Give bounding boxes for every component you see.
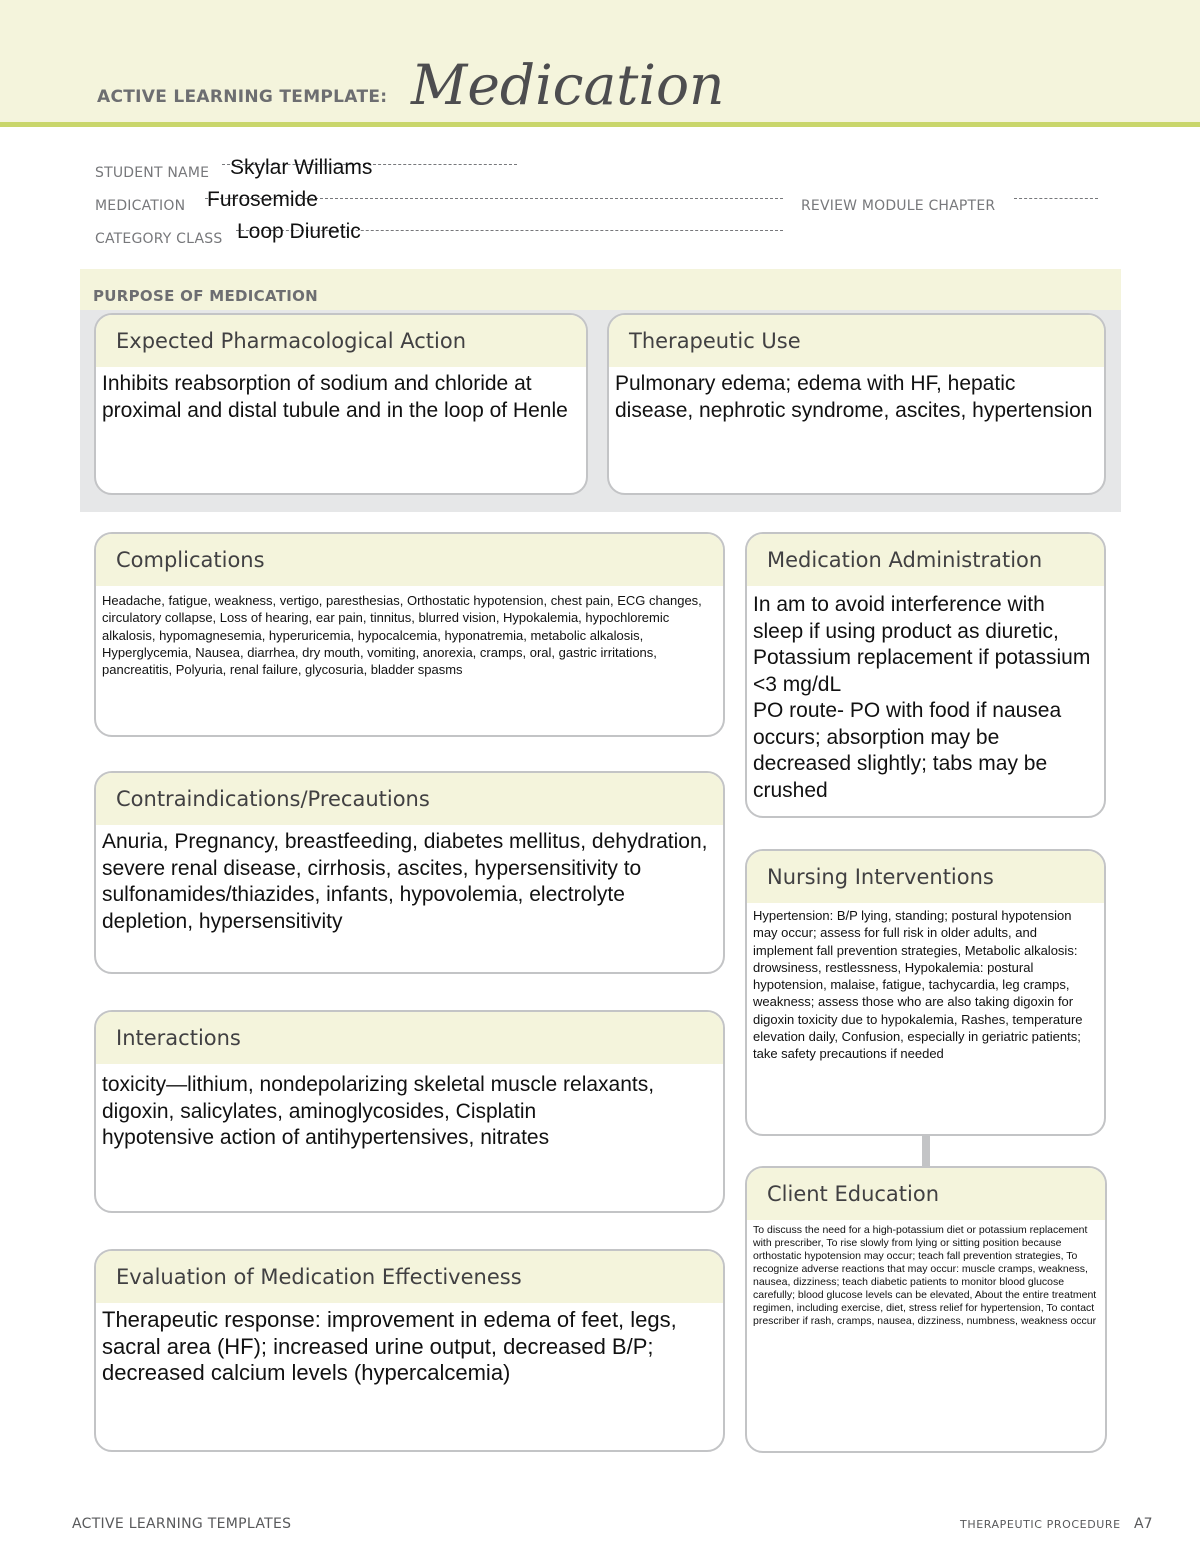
contraindications-text[interactable]: Anuria, Pregnancy, breastfeeding, diabetes mellitus, dehydration, severe renal disease, cirrhosis, ascites, hypersensitivity to sulfonamides/thiazides, infants, hypovolemia, electrolyte depletion, hypersensitivity	[102, 830, 708, 933]
complications-card	[94, 532, 725, 737]
contraindications-title: Contraindications/Precautions	[96, 773, 723, 825]
administration-title: Medication Administration	[747, 534, 1104, 586]
therapeutic-use-title: Therapeutic Use	[609, 315, 1104, 367]
evaluation-title: Evaluation of Medication Effectiveness	[96, 1251, 723, 1303]
administration-text-2[interactable]: PO route- PO with food if nausea occurs; absorption may be decreased slightly; tabs may be crushed	[753, 699, 1062, 802]
therapeutic-use-text[interactable]: Pulmonary edema; edema with HF, hepatic disease, nephrotic syndrome, ascites, hypertension	[615, 372, 1093, 422]
evaluation-text[interactable]: Therapeutic response: improvement in edema of feet, legs, sacral area (HF); increased urine output, decreased B/P; decreased calcium levels (hypercalcemia)	[102, 1307, 677, 1385]
pharm-action-title: Expected Pharmacological Action	[96, 315, 586, 367]
template-label: ACTIVE LEARNING TEMPLATE:	[97, 87, 388, 107]
nursing-interventions-card	[745, 849, 1106, 1136]
footer-right: THERAPEUTIC PROCEDURE	[960, 1518, 1121, 1531]
student-name-field[interactable]: Skylar Williams	[230, 156, 373, 179]
client-education-text[interactable]: To discuss the need for a high-potassium diet or potassium replacement with prescriber, To rise slowly from lying or sitting position because orthostatic hypotension may occur; teach fall prevention strategies, To recognize adverse reactions that may occur: muscle cramps, weakness, nausea, dizziness; teach diabetic patients to monitor blood glucose carefully; blood glucose levels can be elevated, About the entire treatment regimen, including exercise, diet, stress relief for hypertension, To contact prescriber if rash, cramps, nausea, dizziness, numbness, weakness occur	[753, 1224, 1097, 1327]
review-module-field[interactable]	[1014, 198, 1098, 199]
interactions-text-1[interactable]: toxicity—lithium, nondepolarizing skeletal muscle relaxants, digoxin, salicylates, aminoglycosides, Cisplatin	[102, 1073, 655, 1123]
client-education-card	[745, 1166, 1107, 1453]
footer-left: ACTIVE LEARNING TEMPLATES	[72, 1516, 292, 1532]
therapeutic-use-card	[607, 313, 1106, 495]
student-name-label: STUDENT NAME	[95, 165, 210, 181]
header-rule	[0, 122, 1200, 127]
client-education-title: Client Education	[747, 1168, 1105, 1220]
footer-page-number: A7	[1134, 1516, 1153, 1532]
complications-title: Complications	[96, 534, 723, 586]
evaluation-card	[94, 1249, 725, 1452]
category-class-label: CATEGORY CLASS	[95, 231, 223, 247]
nursing-interventions-text[interactable]: Hypertension: B/P lying, standing; postural hypotension may occur; assess for full risk in older adults, and implement fall prevention strategies, Metabolic alkalosis: drowsiness, restlessness, Hypokalemia: postural hypotension, malaise, fatigue, tachycardia, leg cramps, weakness; assess those who are also taking digoxin for digoxin toxicity due to hypokalemia, Rashes, temperature elevation daily, Confusion, especially in geriatric patients; take safety precautions if needed	[753, 908, 1083, 1062]
contraindications-card	[94, 771, 725, 974]
purpose-label: PURPOSE OF MEDICATION	[93, 287, 319, 305]
complications-text[interactable]: Headache, fatigue, weakness, vertigo, paresthesias, Orthostatic hypotension, chest pain, ECG changes, circulatory collapse, Loss of hearing, ear pain, tinnitus, blurred vision, Hypokalemia, hypochloremic alkalosis, hypomagnesemia, hyperuricemia, hypocalcemia, hyponatremia, metabolic alkalosis, Hyperglycemia, Nausea, diarrhea, dry mouth, vomiting, anorexia, cramps, oral, gastric irritations, pancreatitis, Polyuria, renal failure, glycosuria, bladder spasms	[102, 593, 702, 678]
interactions-title: Interactions	[96, 1012, 723, 1064]
pharm-action-text[interactable]: Inhibits reabsorption of sodium and chloride at proximal and distal tubule and in the loop of Henle	[102, 372, 568, 422]
interactions-text-2[interactable]: hypotensive action of antihypertensives, nitrates	[102, 1126, 550, 1149]
pharm-action-card	[94, 313, 588, 495]
interactions-card	[94, 1010, 725, 1213]
template-title: Medication	[411, 53, 725, 117]
medication-label: MEDICATION	[95, 198, 186, 214]
category-class-field[interactable]: Loop Diuretic	[237, 220, 361, 243]
nursing-interventions-title: Nursing Interventions	[747, 851, 1104, 903]
administration-text-1[interactable]: In am to avoid interference with sleep if using product as diuretic, Potassium replacement if potassium <3 mg/dL	[753, 593, 1091, 696]
review-module-label: REVIEW MODULE CHAPTER	[801, 198, 996, 214]
card-connector	[922, 1136, 930, 1166]
medication-field[interactable]: Furosemide	[207, 188, 318, 211]
administration-card	[745, 532, 1106, 818]
